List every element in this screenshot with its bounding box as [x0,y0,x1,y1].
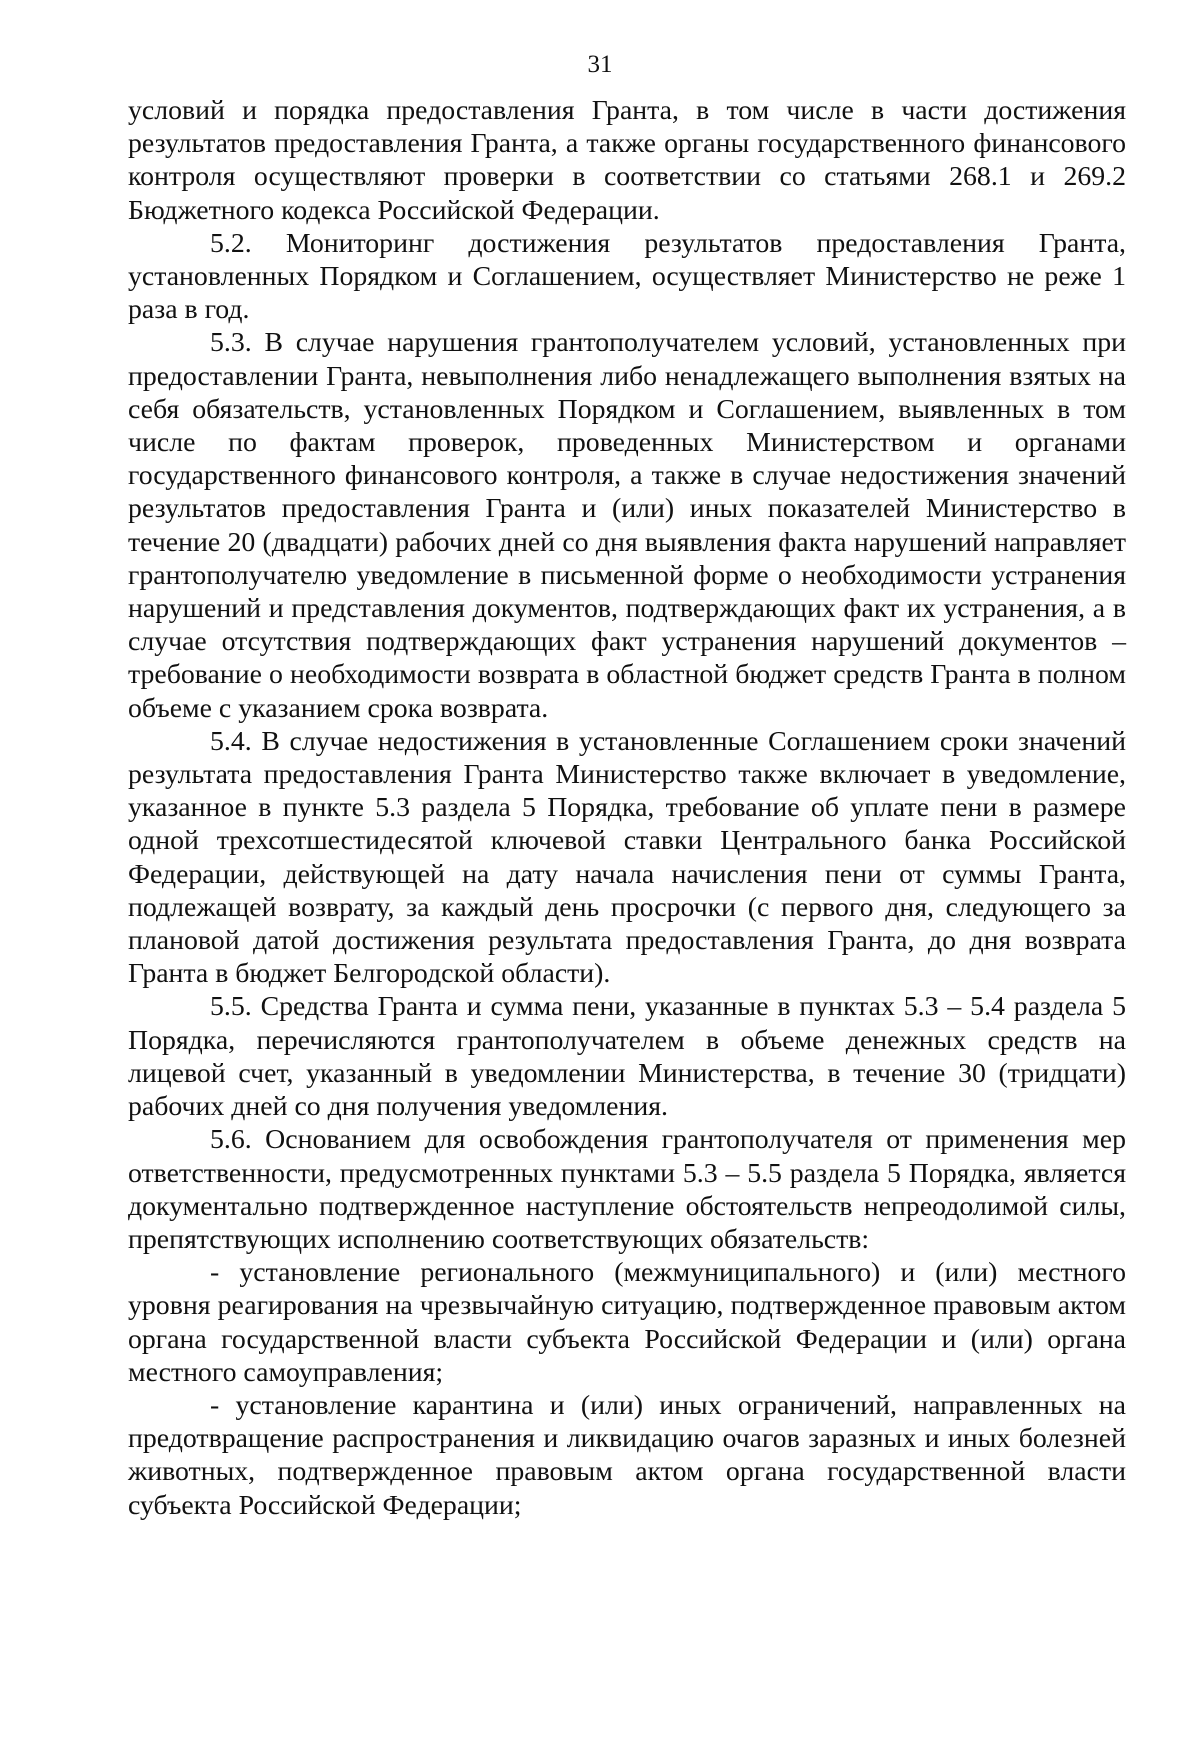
paragraph-5-3: 5.3. В случае нарушения грантополучателем условий, установленных при предоставлении Гранта, невыполнения либо ненадлежащего выполнения взятых на себя обязательств, установленных Порядком и Соглашением, выявленных в том числе по фактам проверок, проведенных Министерством и органами государственного финансового контроля, а также в случае недостижения значений результатов предоставления Гранта и (или) иных показателей Министерство в течение 20 (двадцати) рабочих дней со дня выявления факта нарушений направляет грантополучателю уведомление в письменной форме о необходимости устранения нарушений и представления документов, подтверждающих факт их устранения, а в случае отсутствия подтверждающих факт устранения нарушений документов – требование о необходимости возврата в областной бюджет средств Гранта в полном объеме с указанием срока возврата. [128,327,1126,724]
paragraph-5-5: 5.5. Средства Гранта и сумма пени, указанные в пунктах 5.3 – 5.4 раздела 5 Порядка, перечисляются грантополучателем в объеме денежных средств на лицевой счет, указанный в уведомлении Министерства, в течение 30 (тридцати) рабочих дней со дня получения уведомления. [128,991,1126,1123]
list-item-emergency: - установление регионального (межмуниципального) и (или) местного уровня реагирования на чрезвычайную ситуацию, подтвержденное правовым актом органа государственной власти субъекта Российской Федерации и (или) органа местного самоуправления; [128,1257,1126,1388]
page-number: 31 [587,51,613,78]
paragraph-continuation: условий и порядка предоставления Гранта, в том числе в части достижения результатов предоставления Гранта, а также органы государственного финансового контроля осуществляют проверки в соответствии со статьями 268.1 и 269.2 Бюджетного кодекса Российской Федерации. [128,95,1126,226]
paragraph-5-4: 5.4. В случае недостижения в установленные Соглашением сроки значений результата предоставления Гранта Министерство также включает в уведомление, указанное в пункте 5.3 раздела 5 Порядка, требование об уплате пени в размере одной трехсотшестидесятой ключевой ставки Центрального банка Российской Федерации, действующей на дату начала начисления пени от суммы Гранта, подлежащей возврату, за каждый день просрочки (с первого дня, следующего за плановой датой достижения результата предоставления Гранта, до дня возврата Гранта в бюджет Белгородской области). [128,725,1126,990]
paragraph-5-6: 5.6. Основанием для освобождения грантополучателя от применения мер ответственности, предусмотренных пунктами 5.3 – 5.5 раздела 5 Порядка, является документально подтвержденное наступление обстоятельств непреодолимой силы, препятствующих исполнению соответствующих обязательств: [128,1124,1126,1255]
document-body [128,94,1126,1522]
paragraph-5-2: 5.2. Мониторинг достижения результатов предоставления Гранта, установленных Порядком и Соглашением, осуществляет Министерство не реже 1 раза в год. [128,227,1126,326]
list-item-quarantine: - установление карантина и (или) иных ограничений, направленных на предотвращение распространения и ликвидацию очагов заразных и иных болезней животных, подтвержденное правовым актом органа государственной власти субъекта Российской Федерации; [128,1389,1126,1521]
